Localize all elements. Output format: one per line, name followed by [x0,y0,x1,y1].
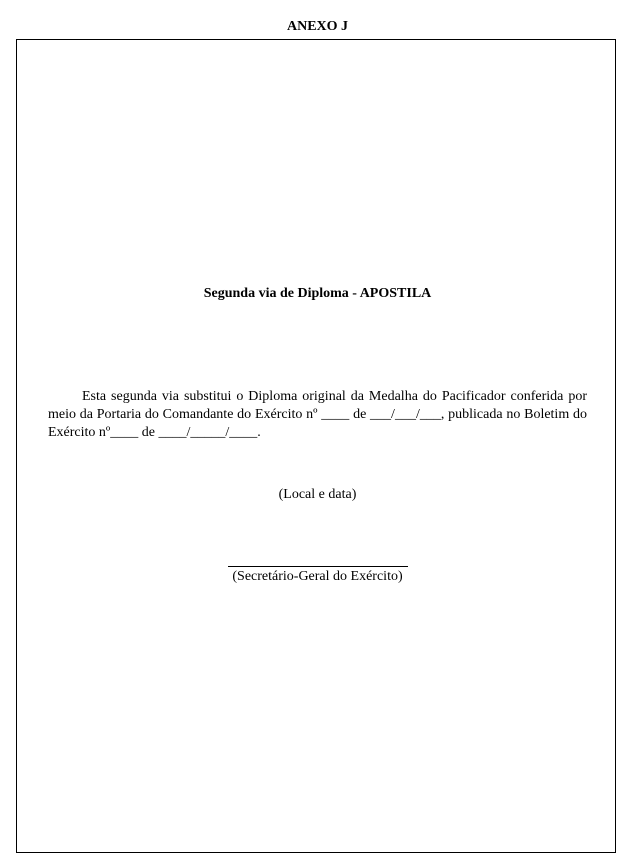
document-frame [16,39,616,853]
place-and-date: (Local e data) [278,487,357,502]
signatory-title: (Secretário-Geral do Exército) [232,569,403,584]
annex-title: ANEXO J [286,19,349,34]
signature-line [228,566,408,567]
body-paragraph: Esta segunda via substitui o Diploma original da Medalha do Pacificador conferida por meio da Portaria do Comandante do Exército nº ____ de ___/___/___, publicada no Boletim do Exército nº____ de ____/_____/____. [48,389,587,440]
document-title: Segunda via de Diploma - APOSTILA [203,286,432,301]
